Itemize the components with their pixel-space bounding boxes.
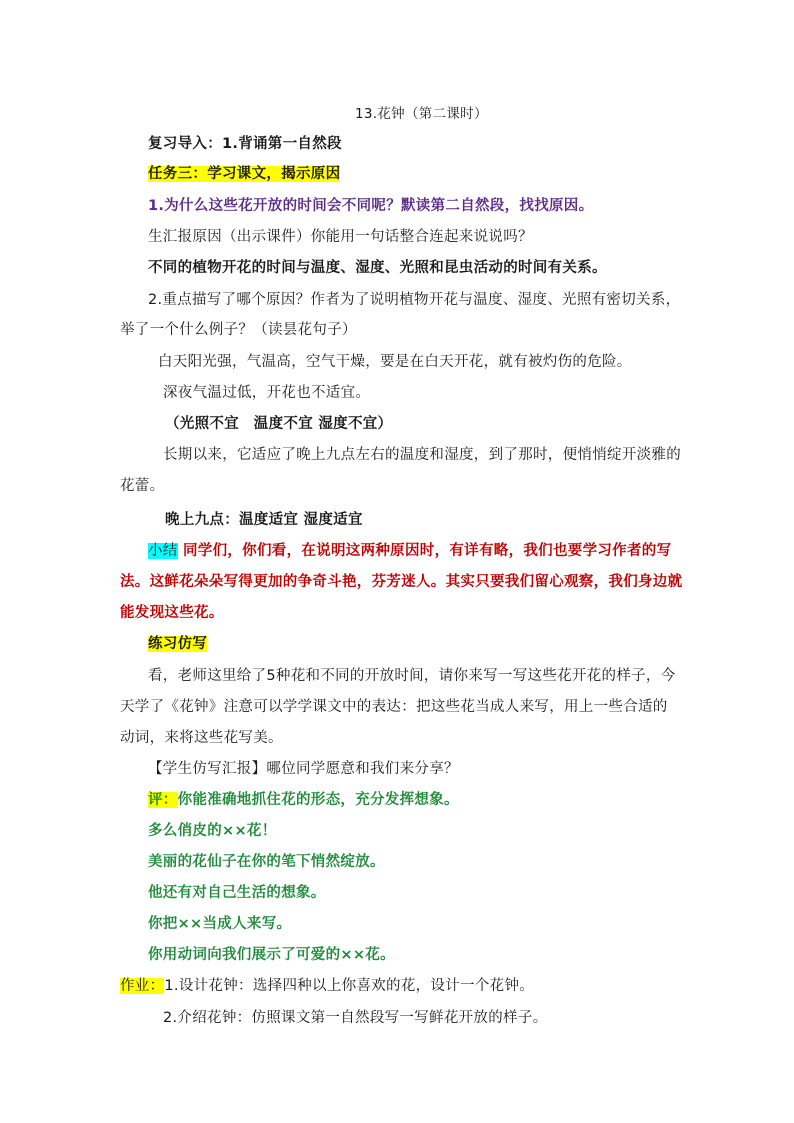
quote-adapted-line-2: 花蕾。	[120, 478, 165, 494]
student-report: 【学生仿写汇报】哪位同学愿意和我们来分享？	[148, 761, 459, 777]
summary-line-3: 能发现这些花。	[120, 605, 224, 621]
task-three-label: 任务三：学习课文，揭示原因	[148, 166, 341, 182]
task-three-heading	[148, 164, 340, 184]
evaluation-2: 多么俏皮的××花！	[148, 823, 277, 839]
evaluation-5: 你把××当成人来写。	[148, 916, 292, 932]
quote-adapted-line-1: 长期以来，它适应了晚上九点左右的温度和湿度，到了那时，便悄悄绽开淡雅的	[163, 447, 681, 463]
summary-text-1: 同学们，你们看，在说明这两种原因时，有详有略，我们也要学习作者的写	[182, 543, 672, 559]
evaluation-text-1: 你能准确地抓住花的形态，充分发挥想象。	[177, 792, 459, 808]
nine-pm-summary: 晚上九点：温度适宜 湿度适宜	[165, 512, 363, 528]
practice-line-2: 天学了《花钟》注意可以学学课文中的表达：把这些花当成人来写，用上一些合适的	[120, 699, 668, 715]
practice-line-3: 动词，来将这些花写美。	[120, 730, 283, 746]
homework-2: 2.介绍花钟：仿照课文第一自然段写一写鲜花开放的样子。	[163, 1010, 548, 1026]
quote-daytime: 白天阳光强，气温高，空气干燥，要是在白天开花，就有被灼伤的危险。	[158, 354, 632, 370]
homework-label: 作业：	[120, 978, 165, 994]
question-two-line-1: 2.重点描写了哪个原因？作者为了说明植物开花与温度、湿度、光照有密切关系，	[148, 292, 681, 308]
homework-1	[120, 976, 534, 996]
evaluation-3: 美丽的花仙子在你的笔下悄然绽放。	[148, 854, 385, 870]
paragraph-report: 生汇报原因（出示课件）你能用一句话整合连起来说说吗？	[148, 229, 533, 245]
practice-label: 练习仿写	[148, 636, 208, 652]
quote-night: 深夜气温过低，开花也不适宜。	[163, 385, 371, 401]
review-label: 复习导入：	[148, 136, 222, 152]
question-one: 1.为什么这些花开放的时间会不同呢？默读第二自然段，找找原因。	[148, 198, 594, 214]
paragraph-conclusion: 不同的植物开花的时间与温度、湿度、光照和昆虫活动的时间有关系。	[148, 260, 607, 276]
summary-line-1	[148, 541, 671, 561]
question-two-line-2: 举了一个什么例子？（读昙花句子）	[120, 322, 357, 338]
evaluation-4: 他还有对自己生活的想象。	[148, 885, 326, 901]
practice-heading	[148, 634, 207, 654]
practice-line-1: 看，老师这里给了5种花和不同的开放时间，请你来写一写这些花开花的样子，今	[148, 668, 676, 684]
lesson-title: 13.花钟（第二课时）	[355, 106, 488, 122]
review-intro	[148, 134, 342, 154]
evaluation-6: 你用动词向我们展示了可爱的××花。	[148, 947, 395, 963]
evaluation-1	[148, 790, 459, 810]
homework-text-1: 1.设计花钟：选择四种以上你喜欢的花，设计一个花钟。	[164, 978, 535, 994]
summary-line-2: 法。这鲜花朵朵写得更加的争奇斗艳，芬芳迷人。其实只要我们留心观察，我们身边就	[120, 574, 683, 590]
summary-label: 小结	[148, 543, 178, 559]
evaluation-label: 评：	[148, 792, 178, 808]
not-suitable-summary: （光照不宜 温度不宜 湿度不宜）	[165, 416, 393, 432]
review-text: 1.背诵第一自然段	[222, 136, 342, 152]
